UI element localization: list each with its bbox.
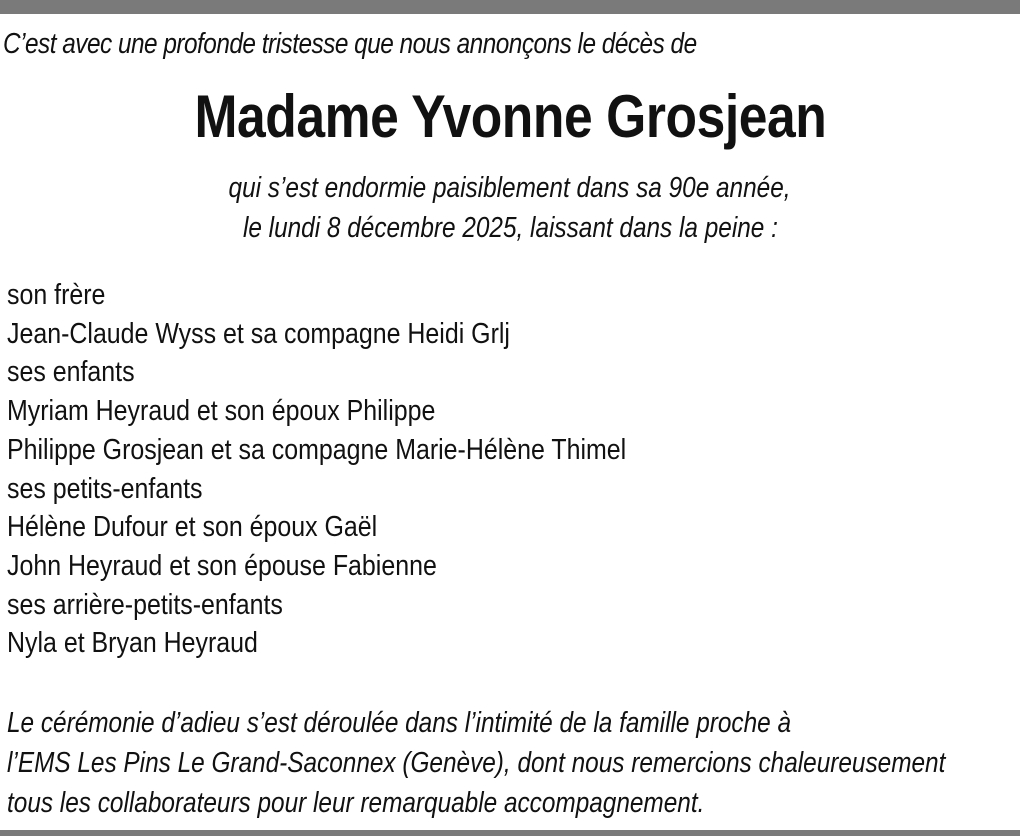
family-member: Hélène Dufour et son époux Gaël bbox=[7, 511, 378, 544]
ceremony-line-2: l’EMS Les Pins Le Grand-Saconnex (Genève), dont nous remercions chaleureusement bbox=[7, 747, 946, 779]
deceased-name bbox=[0, 82, 1020, 151]
family-member: Nyla et Bryan Heyraud bbox=[7, 627, 258, 660]
ceremony-line-3: tous les collaborateurs pour leur remarquable accompagnement. bbox=[7, 787, 705, 819]
family-relation-label: ses enfants bbox=[7, 356, 135, 389]
deceased-name-text: Madame Yvonne Grosjean bbox=[194, 83, 826, 150]
family-relation-label: son frère bbox=[7, 279, 106, 311]
ceremony-line-1: Le cérémonie d’adieu s’est déroulée dans l’intimité de la famille proche à bbox=[7, 707, 792, 739]
family-relation-label: ses arrière-petits-enfants bbox=[7, 588, 283, 621]
subtitle-line-2-text: le lundi 8 décembre 2025, laissant dans la peine : bbox=[242, 212, 778, 244]
subtitle-line-1-text: qui s’est endormie paisiblement dans sa 90e année, bbox=[228, 172, 791, 204]
family-member: Philippe Grosjean et sa compagne Marie-Hélène Thimel bbox=[7, 433, 627, 466]
family-member: Jean-Claude Wyss et sa compagne Heidi Grlj bbox=[7, 317, 510, 350]
intro-text: C’est avec une profonde tristesse que nous annonçons le décès de bbox=[3, 28, 697, 60]
ceremony-paragraph bbox=[7, 703, 945, 823]
subtitle-line-1 bbox=[0, 172, 1020, 205]
family-member: John Heyraud et son épouse Fabienne bbox=[7, 549, 437, 582]
family-member: Myriam Heyraud et son époux Philippe bbox=[7, 395, 436, 428]
bottom-rule bbox=[0, 830, 1020, 836]
family-relation-label: ses petits-enfants bbox=[7, 472, 203, 505]
top-rule bbox=[0, 0, 1020, 14]
subtitle-line-2 bbox=[0, 212, 1020, 245]
family-list bbox=[7, 276, 626, 663]
